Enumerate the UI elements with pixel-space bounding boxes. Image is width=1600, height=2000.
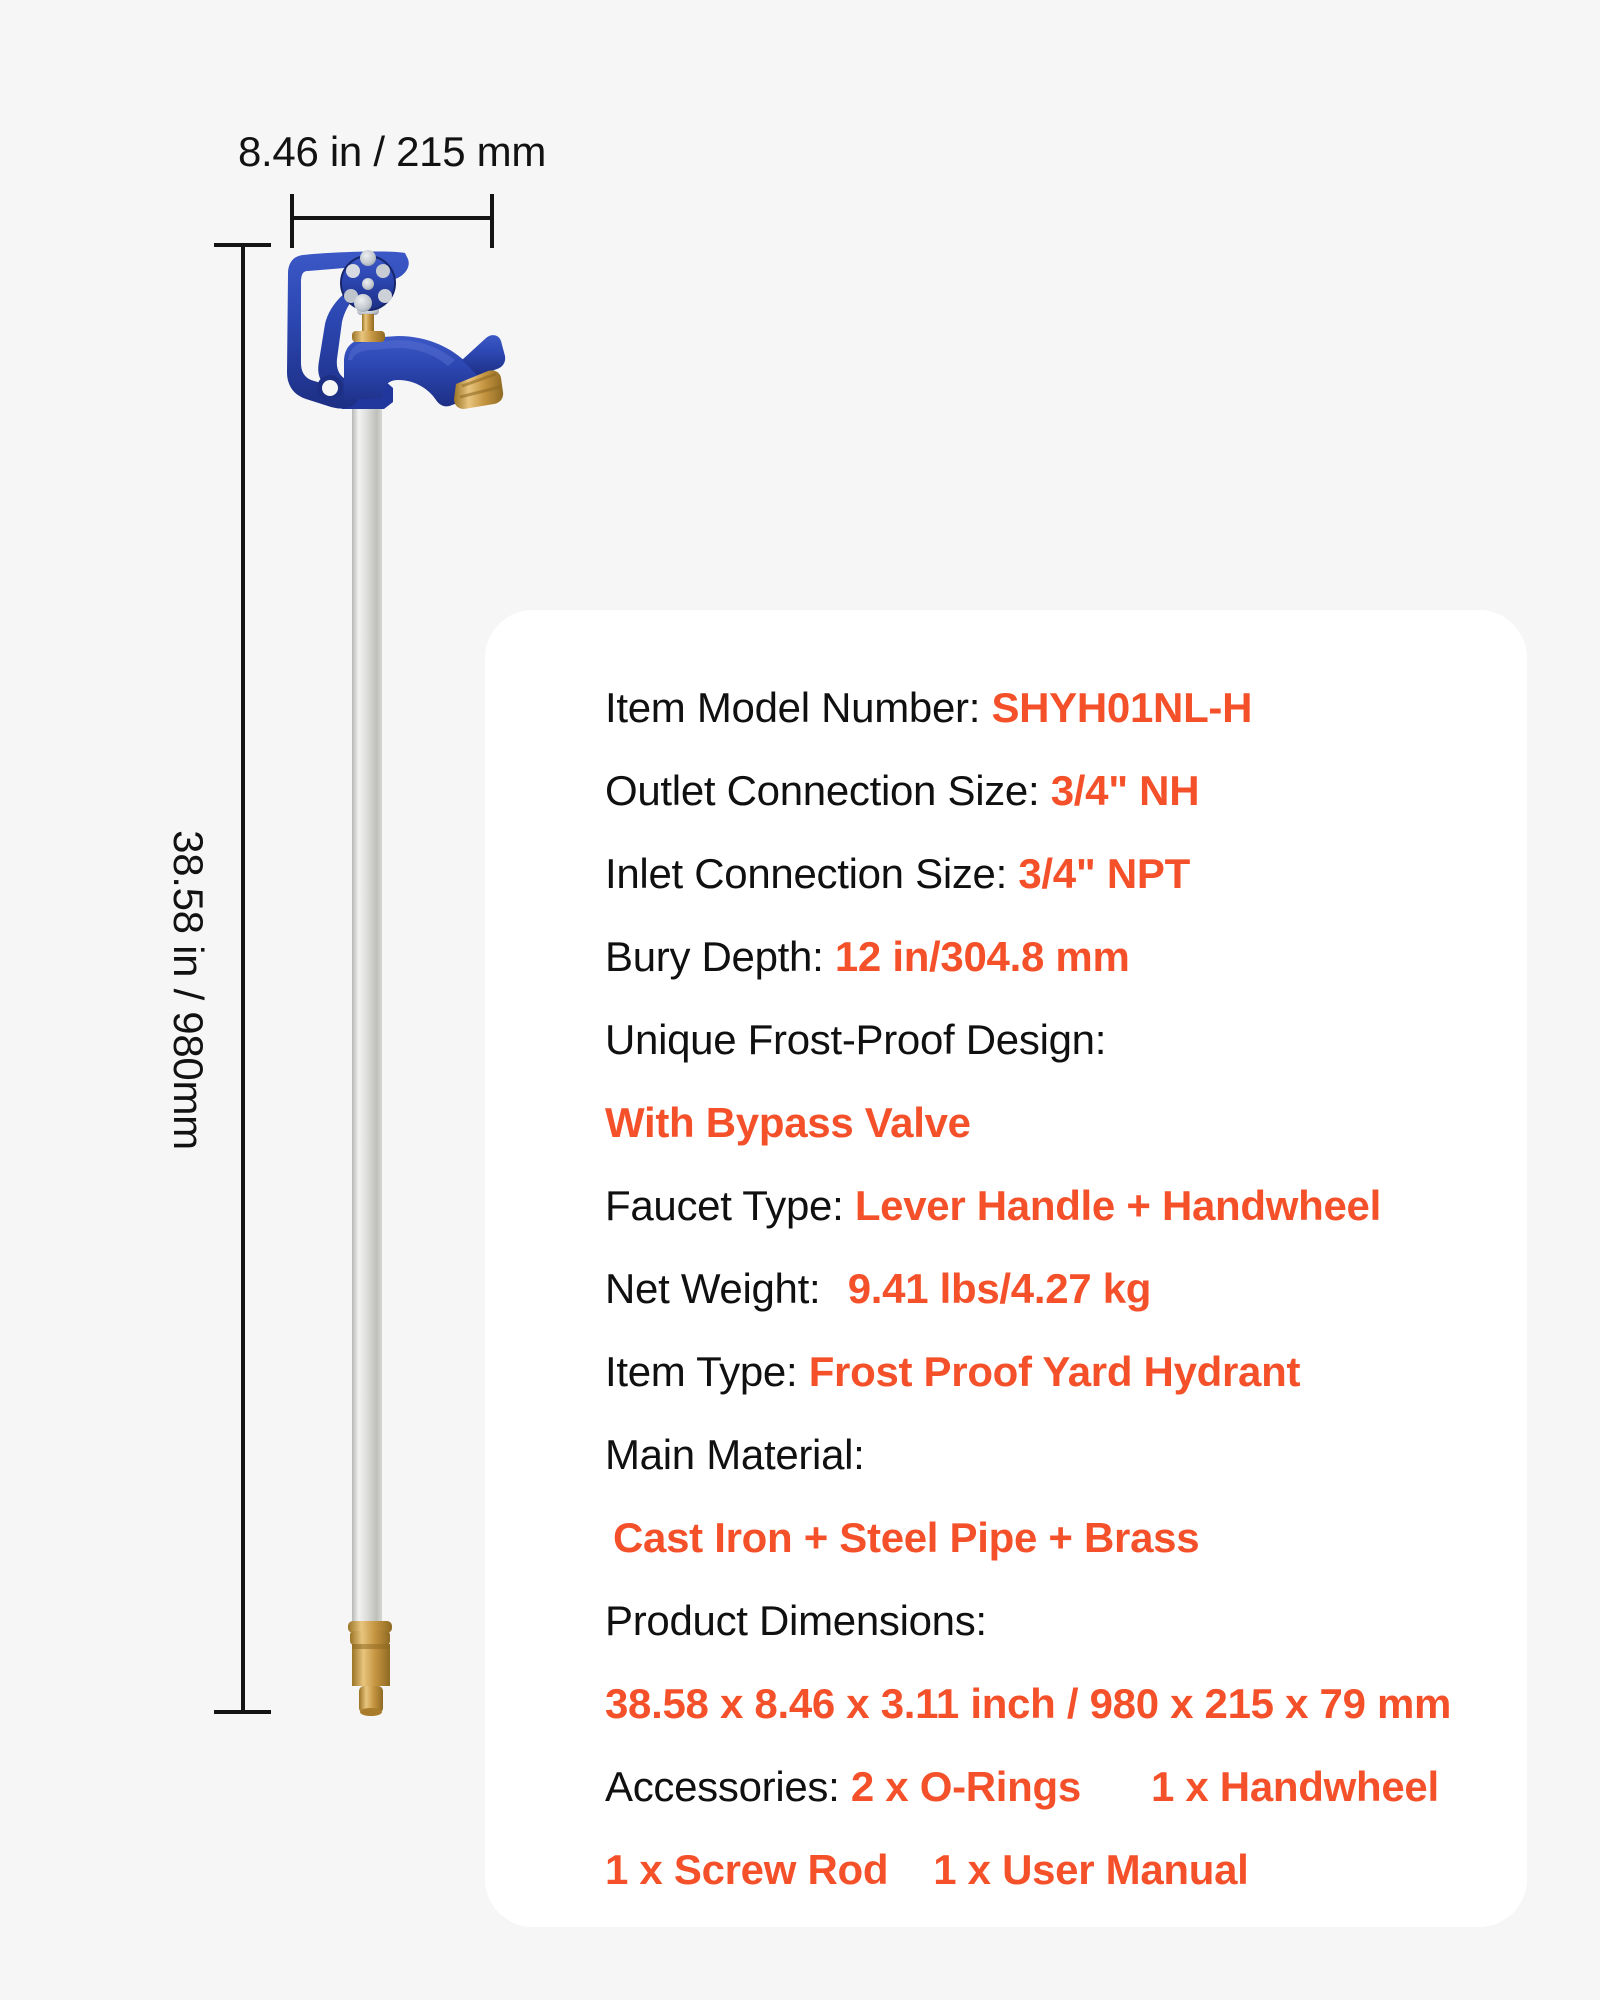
spec-label: Outlet Connection Size: xyxy=(605,767,1051,814)
spec-value: 1 x User Manual xyxy=(933,1846,1249,1893)
spec-card xyxy=(485,610,1527,1927)
spec-label: Bury Depth: xyxy=(605,933,835,980)
spec-value: 1 x Screw Rod xyxy=(605,1846,889,1893)
spec-value: 12 in/304.8 mm xyxy=(834,933,1130,980)
spec-label: Unique Frost-Proof Design: xyxy=(605,1016,1107,1063)
hydrant-pipe xyxy=(352,392,382,1624)
spec-row-product-dimensions xyxy=(605,1579,1527,1662)
spec-row-bury-depth xyxy=(605,915,1527,998)
spec-label: Faucet Type: xyxy=(605,1182,855,1229)
spec-value: 2 x O-Rings xyxy=(850,1763,1081,1810)
spec-label: Inlet Connection Size: xyxy=(605,850,1019,897)
spec-row-main-material xyxy=(605,1413,1527,1496)
spec-value: SHYH01NL-H xyxy=(991,684,1253,731)
spec-value: Lever Handle + Handwheel xyxy=(854,1182,1381,1229)
spec-value: Cast Iron + Steel Pipe + Brass xyxy=(613,1514,1200,1561)
width-dimension-label: 8.46 in / 215 mm xyxy=(237,128,547,175)
spec-row-accessories xyxy=(605,1745,1527,1828)
spec-value: With Bypass Valve xyxy=(605,1099,971,1146)
spec-value: 3/4" NPT xyxy=(1018,850,1190,897)
spec-value: Frost Proof Yard Hydrant xyxy=(808,1348,1301,1395)
spec-row-material-value xyxy=(605,1496,1527,1579)
spec-row-bypass-valve xyxy=(605,1081,1527,1164)
spec-row-item-model-number xyxy=(605,666,1527,749)
spec-value: 9.41 lbs/4.27 kg xyxy=(847,1265,1152,1312)
spec-row-frost-proof-design xyxy=(605,998,1527,1081)
spec-label: Accessories: xyxy=(605,1763,851,1810)
spec-label: Item Type: xyxy=(605,1348,809,1395)
height-dimension-label: 38.58 in / 980mm xyxy=(165,830,212,1150)
spec-row-outlet-connection-size xyxy=(605,749,1527,832)
spec-value: 3/4" NH xyxy=(1050,767,1200,814)
spec-row-faucet-type xyxy=(605,1164,1527,1247)
spec-value: 38.58 x 8.46 x 3.11 inch / 980 x 215 x 79 mm xyxy=(605,1680,1452,1727)
spec-row-dimensions-value xyxy=(605,1662,1527,1745)
spec-label: Product Dimensions: xyxy=(605,1597,987,1644)
hydrant-stem xyxy=(352,306,385,342)
hydrant-bottom-fitting xyxy=(348,1621,392,1716)
spec-label: Net Weight: xyxy=(605,1265,832,1312)
spec-row-item-type xyxy=(605,1330,1527,1413)
spec-row-net-weight xyxy=(605,1247,1527,1330)
spec-value: 1 x Handwheel xyxy=(1150,1763,1439,1810)
spec-row-inlet-connection-size xyxy=(605,832,1527,915)
spec-row-accessories-2 xyxy=(605,1828,1527,1911)
spec-label: Item Model Number: xyxy=(605,684,992,731)
spec-label: Main Material: xyxy=(605,1431,865,1478)
